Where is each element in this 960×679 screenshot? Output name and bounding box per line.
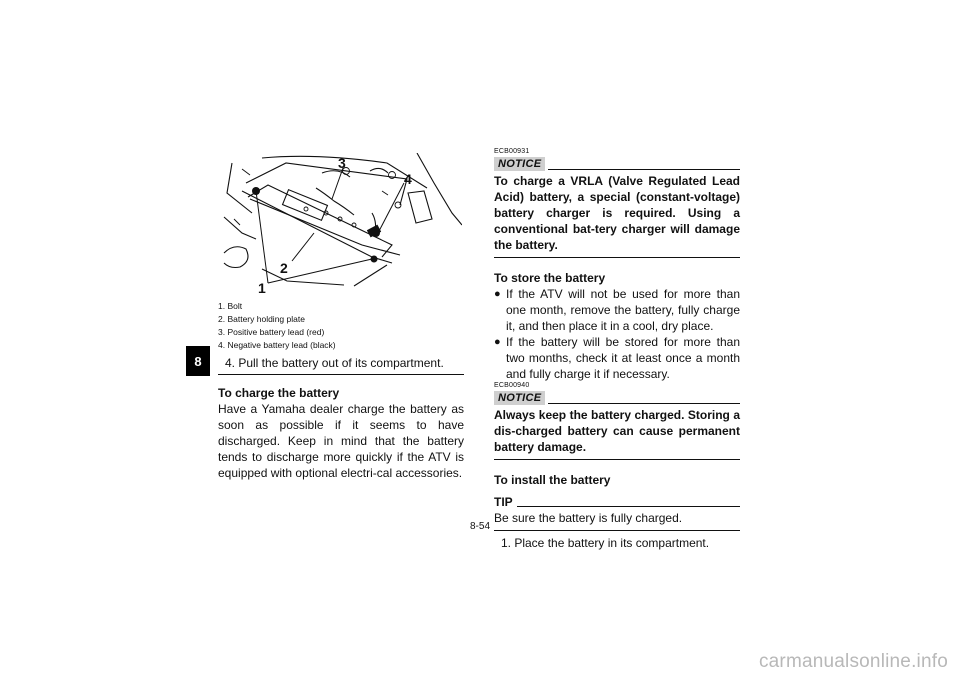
charge-paragraph: Have a Yamaha dealer charge the battery as soon as possible if it seems to have discharged. Keep in mind that the battery tends to discharge more quickly if the ATV is equipped with optional electri-cal accessories. (218, 402, 464, 480)
notice-text: Always keep the battery charged. Storing a dis-charged battery can cause permanent battery damage. (494, 405, 740, 460)
right-column (494, 148, 740, 551)
page-number: 8-54 (469, 521, 490, 532)
notice-header (494, 156, 740, 171)
charge-heading: To charge the battery (218, 386, 340, 400)
tip-label: TIP (494, 495, 513, 509)
battery-illustration (222, 153, 462, 297)
left-column (218, 355, 464, 481)
callout-2: 2 (280, 260, 288, 276)
list-item (494, 286, 740, 334)
figure-legend (218, 300, 336, 352)
step-1: 1. Place the battery in its compartment. (501, 536, 710, 550)
callout-4: 4 (404, 171, 412, 187)
tip-rule (517, 506, 740, 507)
spacer (494, 460, 740, 472)
notice-badge: NOTICE (494, 157, 545, 171)
tip-text: Be sure the battery is fully charged. (494, 510, 740, 531)
legend-item: 4. Negative battery lead (black) (218, 340, 336, 350)
notice-code: ECB00940 (494, 382, 530, 389)
bullet-icon: ● (494, 336, 501, 348)
chapter-tab: 8 (186, 346, 210, 376)
legend-item: 1. Bolt (218, 301, 243, 311)
callout-3: 3 (338, 155, 346, 171)
notice-header (494, 390, 740, 405)
notice-code: ECB00931 (494, 148, 530, 155)
notice-badge: NOTICE (494, 391, 545, 405)
callout-1: 1 (258, 280, 266, 296)
spacer (494, 258, 740, 270)
list-item (494, 334, 740, 382)
store-list (494, 286, 740, 382)
list-item-text: If the battery will be stored for more than two months, check it at least once a month and fully charge it if necessary. (506, 335, 740, 381)
bullet-icon: ● (494, 288, 501, 300)
tip-header (494, 494, 740, 510)
step-4: 4. Pull the battery out of its compartment. (218, 355, 464, 375)
install-heading: To install the battery (494, 473, 611, 487)
store-heading: To store the battery (494, 271, 606, 285)
battery-figure (222, 153, 462, 297)
notice-rule (548, 403, 740, 404)
notice-rule (548, 169, 740, 170)
legend-item: 2. Battery holding plate (218, 314, 305, 324)
watermark: carmanualsonline.info (758, 651, 948, 672)
notice-text: To charge a VRLA (Valve Regulated Lead Acid) battery, a special (constant-voltage) battery charger is required. Using a conventional bat-tery charger will damage the battery. (494, 171, 740, 258)
legend-item: 3. Positive battery lead (red) (218, 327, 325, 337)
list-item-text: If the ATV will not be used for more than one month, remove the battery, fully charge it, and then place it in a cool, dry place. (506, 287, 740, 333)
